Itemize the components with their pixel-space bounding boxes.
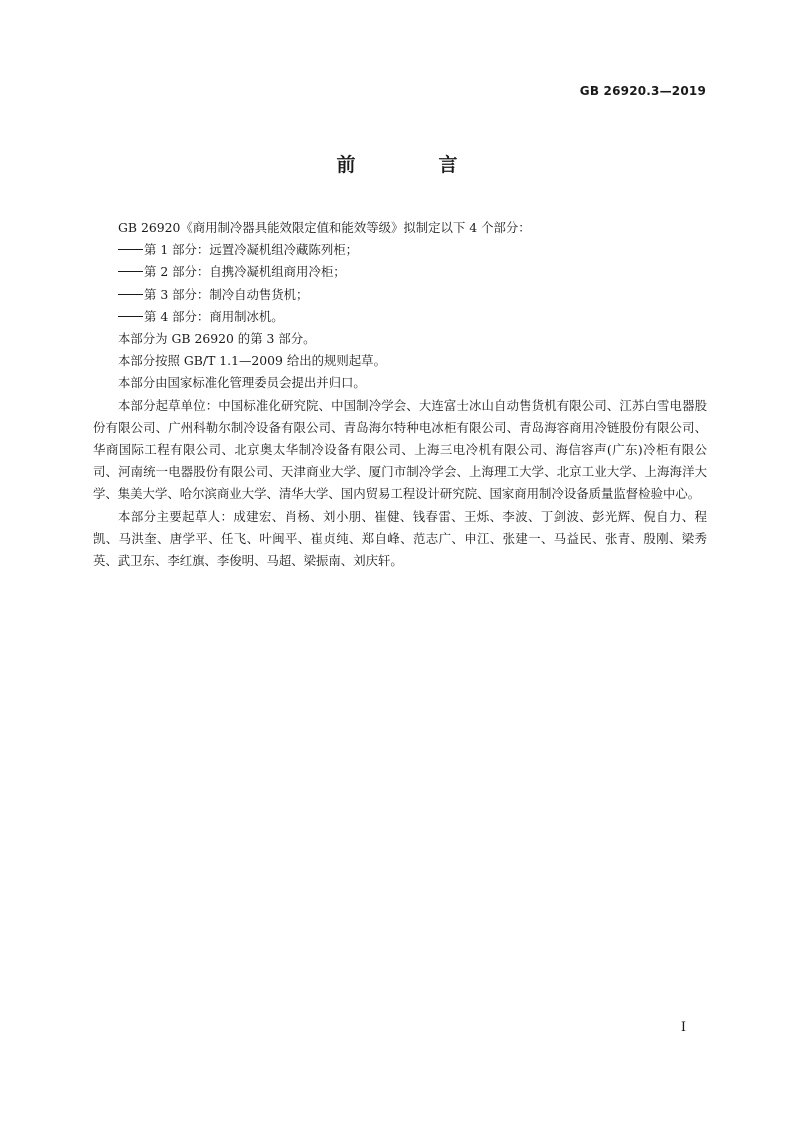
list-dash <box>118 316 143 317</box>
part-list-item <box>93 306 707 328</box>
standard-code: GB 26920.3—2019 <box>579 84 706 98</box>
list-dash <box>118 294 143 295</box>
part-list-item <box>93 284 707 306</box>
drafting-rules: 本部分按照 GB/T 1.1—2009 给出的规则起草。 <box>118 353 386 369</box>
part-1-text: 第 1 部分：远置冷凝机组冷藏陈列柜； <box>144 242 359 258</box>
part-3-text: 第 3 部分：制冷自动售货机； <box>144 286 309 302</box>
drafting-units: 本部分起草单位：中国标准化研究院、中国制冷学会、大连富士冰山自动售货机有限公司、江苏白雪电器股份有限公司、广州科勒尔制冷设备有限公司、青岛海尔特种电冰柜有限公司、青岛海容商用冷链股份有限公司、华商国际工程有限公司、北京奥太华制冷设备有限公司、上海三电冷机有限公司、海信容声(广东)冷柜有限公司、河南统一电器股份有限公司、天津商业大学、厦门市制冷学会、上海理工大学、北京工业大学、上海海洋大学、集美大学、哈尔滨商业大学、清华大学、国内贸易工程设计研究院、国家商用制冷设备质量监督检验中心。 <box>93 397 707 502</box>
page-title: 前 言 <box>336 154 490 176</box>
page-number: I <box>680 1020 686 1035</box>
proposer-statement: 本部分由国家标准化管理委员会提出并归口。 <box>118 375 366 391</box>
part-2-text: 第 2 部分：自携冷凝机组商用冷柜； <box>144 264 346 280</box>
part-list-item <box>93 261 707 283</box>
list-dash <box>118 249 143 250</box>
foreword-body <box>93 217 707 572</box>
part-4-text: 第 4 部分：商用制冰机。 <box>144 308 284 324</box>
list-dash <box>118 271 143 272</box>
main-drafters: 本部分主要起草人：成建宏、肖杨、刘小朋、崔健、钱春雷、王烁、李波、丁剑波、彭光辉、倪自力、程凯、马洪奎、唐学平、任飞、叶闽平、崔贞纯、郑自峰、范志广、申江、张建一、马益民、张青、殷刚、梁秀英、武卫东、李红旗、李俊明、马超、梁振南、刘庆轩。 <box>93 508 707 569</box>
part-list-item <box>93 239 707 261</box>
intro-paragraph: GB 26920《商用制冷器具能效限定值和能效等级》拟制定以下 4 个部分： <box>118 220 531 235</box>
part-statement: 本部分为 GB 26920 的第 3 部分。 <box>118 331 316 347</box>
